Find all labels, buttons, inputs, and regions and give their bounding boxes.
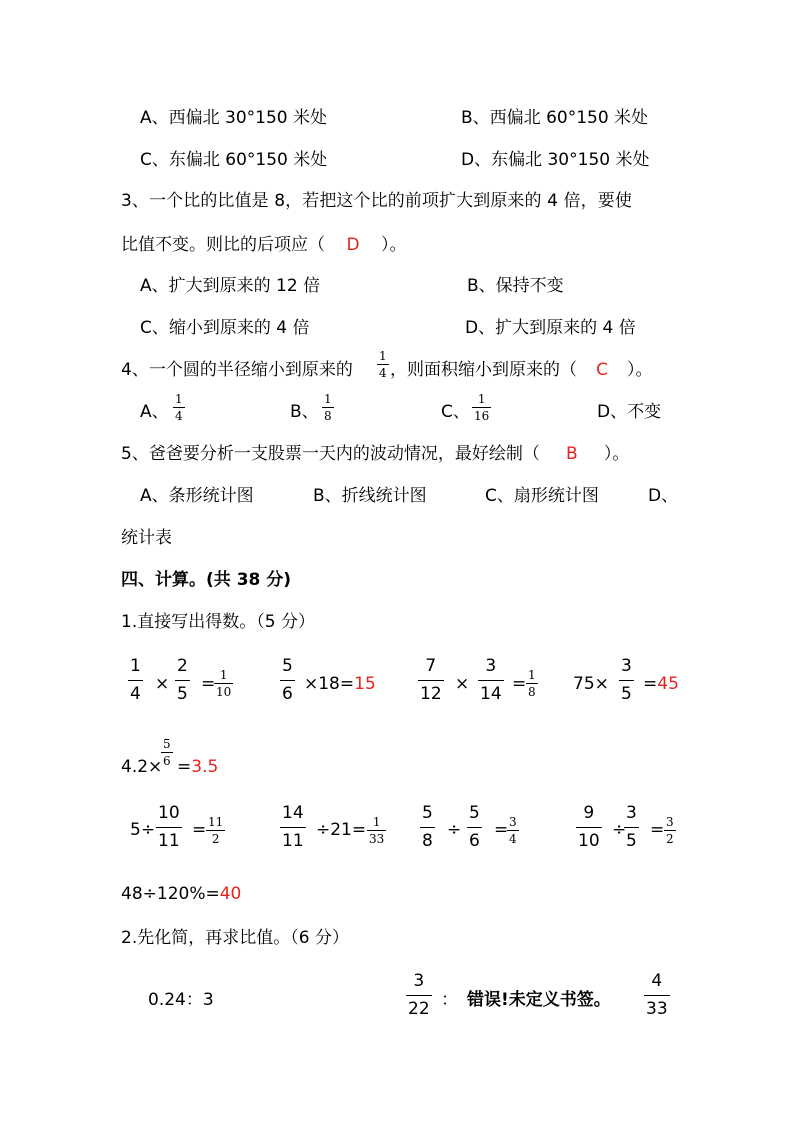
q4-option-a-fraction: 1 4 [175, 392, 183, 423]
q4-option-b-fraction: 1 8 [324, 392, 332, 423]
calc3-e3-frac-a: 5 8 [422, 803, 433, 851]
q5-option-c: C、扇形统计图 [485, 486, 599, 506]
calc2-frac: 5 6 [163, 737, 171, 768]
q5-option-b: B、折线统计图 [313, 486, 427, 506]
calc3-e1-eq: = [192, 820, 207, 840]
q3-option-a: A、扩大到原来的 12 倍 [140, 276, 321, 296]
calc3-e4-result: 3 2 [666, 815, 674, 846]
q4-option-c-fraction: 1 16 [474, 392, 490, 423]
calc1-e1-op: × [155, 674, 170, 694]
q5-option-d-continued: 统计表 [121, 528, 172, 548]
q2-option-a: A、西偏北 30°150 米处 [140, 108, 328, 128]
calc1-e1-eq: = [201, 674, 216, 694]
q5-option-d: D、 [648, 486, 679, 506]
q4-fraction: 1 4 [379, 349, 387, 380]
calc3-e3-op: ÷ [447, 820, 462, 840]
calc1-e2-frac: 5 6 [282, 656, 293, 704]
calc4-answer: 40 [219, 884, 242, 904]
calc4-expr: 48÷120%=40 [121, 884, 242, 904]
subsection-1-title: 1.直接写出得数。（5 分） [121, 612, 315, 632]
q3-option-b: B、保持不变 [467, 276, 564, 296]
q4-option-d: D、不变 [597, 402, 662, 422]
q2-option-b: B、西偏北 60°150 米处 [461, 108, 649, 128]
calc3-e4-frac-b: 3 5 [626, 803, 637, 851]
q3-option-d: D、扩大到原来的 4 倍 [465, 318, 636, 338]
bookmark-error: 错误!未定义书签。 [467, 990, 611, 1010]
calc3-e3-frac-b: 5 6 [469, 803, 480, 851]
calc3-e3-result: 3 4 [509, 815, 517, 846]
calc1-e4-pre: 75× [573, 674, 609, 694]
q2-option-d: D、东偏北 30°150 米处 [461, 150, 650, 170]
calc2-result: =3.5 [177, 757, 219, 777]
q3-answer: D [346, 235, 360, 255]
calc1-e1-frac-b: 2 5 [177, 656, 188, 704]
q4-option-a-label: A、 [140, 402, 169, 422]
calc1-e3-eq: = [512, 674, 527, 694]
calc1-e4-frac: 3 5 [621, 656, 632, 704]
calc3-e2-frac: 14 11 [282, 803, 304, 851]
q4-answer: C [596, 360, 608, 380]
q2-option-c: C、东偏北 60°150 米处 [140, 150, 328, 170]
ratio-colon: ： [441, 990, 458, 1010]
calc1-e3-frac-b: 3 14 [480, 656, 502, 704]
calc3-e4-eq: = [650, 820, 665, 840]
ratio-right-frac-a: 3 22 [408, 971, 430, 1019]
calc1-e3-result: 1 8 [528, 668, 536, 699]
calc3-e1-frac: 10 11 [158, 803, 180, 851]
calc3-e3-eq: = [494, 820, 509, 840]
calc1-e1-result: 1 10 [216, 668, 232, 699]
calc1-e3-op: × [455, 674, 470, 694]
calc2-pre: 4.2× [121, 757, 163, 777]
q5-option-a: A、条形统计图 [140, 486, 254, 506]
calc1-e4-result: =45 [643, 674, 679, 694]
calc3-e1-pre: 5÷ [130, 820, 156, 840]
ratio-left: 0.24：3 [148, 990, 214, 1010]
q4-stem-pre: 4、一个圆的半径缩小到原来的 [121, 360, 353, 380]
section-heading: 四、计算。(共 38 分) [121, 570, 292, 590]
calc3-e4-frac-a: 9 10 [578, 803, 600, 851]
ratio-right-frac-b: 4 33 [646, 971, 668, 1019]
calc3-e4-op: ÷ [612, 820, 627, 840]
calc3-e2-result: 1 33 [369, 815, 385, 846]
q5-stem: 5、爸爸要分析一支股票一天内的波动情况，最好绘制（ B ）。 [121, 444, 630, 464]
q3-stem-line2 [121, 237, 407, 254]
calc1-e4-answer: 45 [657, 674, 679, 694]
q3-stem-pre: 比值不变。则比的后项应（ [121, 235, 325, 255]
q3-stem-post: ）。 [381, 235, 407, 255]
calc1-e2-expr: ×18=15 [304, 674, 376, 694]
q3-option-c: C、缩小到原来的 4 倍 [140, 318, 310, 338]
calc3-e2-expr: ÷21= [316, 820, 367, 840]
q4-option-c-label: C、 [441, 402, 470, 422]
calc2-answer: 3.5 [191, 757, 219, 777]
calc1-e3-frac-a: 7 12 [420, 656, 442, 704]
calc3-e1-result: 11 2 [208, 815, 224, 846]
q4-stem-mid: ，则面积缩小到原来的（ C ）。 [390, 360, 653, 380]
calc1-e2-answer: 15 [354, 674, 376, 694]
subsection-2-title: 2.先化简，再求比值。（6 分） [121, 928, 349, 948]
q3-stem-line1: 3、一个比的比值是 8，若把这个比的前项扩大到原来的 4 倍，要使 [121, 191, 632, 211]
calc1-e1-frac-a: 1 4 [130, 656, 141, 704]
q4-option-b-label: B、 [290, 402, 319, 422]
q5-answer: B [565, 444, 578, 464]
